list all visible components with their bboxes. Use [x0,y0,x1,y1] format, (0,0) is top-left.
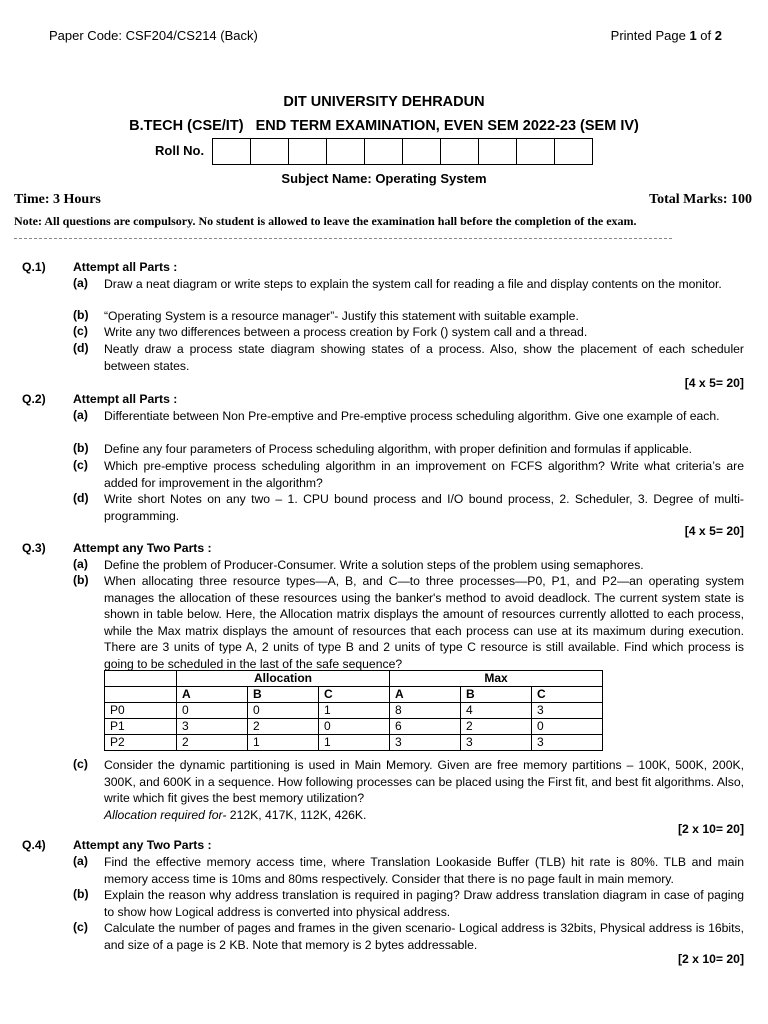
roll-number-boxes [212,138,593,165]
table-cell: 0 [248,703,319,719]
exam-time: Time: 3 Hours [14,192,101,207]
part-text: Differentiate between Non Pre-emptive and Pre-emptive process scheduling algorithm. Give one example of each. [104,409,720,423]
table-cell: 0 [319,719,390,735]
part-label: (b) [73,573,89,587]
table-cell: 3 [532,703,603,719]
roll-box [517,138,555,165]
table-group-header-row [105,671,603,687]
table-cell: 3 [532,735,603,751]
q4-marks: [2 x 10= 20] [677,952,744,966]
roll-box [213,138,251,165]
printed-page-prefix: Printed Page [610,28,690,43]
max-header: Max [390,671,603,687]
roll-number-row [0,138,768,165]
process-cell: P1 [105,719,177,735]
exam-note: Note: All questions are compulsory. No student is allowed to leave the examination hall before the completion of the exam. [14,214,637,228]
question-title: Attempt all Parts : [73,260,178,274]
part-label: (d) [73,341,89,355]
part-label: (c) [73,458,88,472]
roll-box [289,138,327,165]
q1-marks: [4 x 5= 20] [684,376,744,390]
part-label: (c) [73,324,88,338]
part-text: Calculate the number of pages and frames in the given scenario- Logical address is 32bits, Physical address is 16bits, and size of a page is 2 KB. Note that memory is 2 bytes addressable. [104,921,744,952]
table-col-header-row [105,687,603,703]
university-title: DIT UNIVERSITY DEHRADUN [283,94,485,110]
col-header: A [390,687,461,703]
subject-name: Subject Name: Operating System [281,171,487,186]
roll-label: Roll No. [155,143,205,158]
question-title: Attempt all Parts : [73,392,178,406]
table-cell: 3 [390,735,461,751]
roll-box [555,138,593,165]
printed-page-total: 2 [714,28,722,43]
part-text: Which pre-emptive process scheduling algorithm in an improvement on FCFS algorithm? Write what criteria’s are added for improvement in the algorithm? [104,459,744,490]
table-cell: 2 [461,719,532,735]
table-cell: 3 [461,735,532,751]
table-cell: 1 [248,735,319,751]
part-label: (a) [73,854,88,868]
table-cell: 2 [177,735,248,751]
part-text: Neatly draw a process state diagram showing states of a process. Also, show the placement of each scheduler between states. [104,342,744,373]
printed-page-num: 1 [689,28,697,43]
part-text: Explain the reason why address translation is required in paging? Draw address translation diagram in case of paging to show how Logical address is converted into physical address. [104,888,744,919]
divider-line [14,238,672,239]
roll-box [327,138,365,165]
part-text: Define any four parameters of Process scheduling algorithm, with proper definition and formulas if applicable. [104,442,693,456]
part-label: (a) [73,557,88,571]
exam-title: B.TECH (CSE/IT) END TERM EXAMINATION, EVEN SEM 2022-23 (SEM IV) [129,118,639,134]
process-cell: P2 [105,735,177,751]
table-row [105,735,603,751]
part-label: (c) [73,920,88,934]
col-header: C [319,687,390,703]
part-label: (b) [73,308,89,322]
question-title: Attempt any Two Parts : [73,838,212,852]
part-label: (a) [73,276,88,290]
part-text: “Operating System is a resource manager”- Justify this statement with suitable example. [104,309,579,323]
col-header: C [532,687,603,703]
question-title: Attempt any Two Parts : [73,541,212,555]
printed-page-mid: of [696,28,715,43]
table-corner [105,671,177,687]
table-blank [105,687,177,703]
part-label: (b) [73,887,89,901]
question-number: Q.4) [22,838,46,852]
allocation-required-label: Allocation required for- [104,807,227,822]
part-text: Consider the dynamic partitioning is used in Main Memory. Given are free memory partitions – 100K, 500K, 200K, 300K, and 600K in a sequence. How following processes can be placed using the First fit, and best fit algorithms. Also, write which fit gives the best memory utilization? [104,758,744,806]
roll-box [403,138,441,165]
question-number: Q.1) [22,260,46,274]
printed-page [611,28,722,43]
part-label: (d) [73,491,89,505]
process-cell: P0 [105,703,177,719]
col-header: A [177,687,248,703]
table-row [105,719,603,735]
bankers-table [104,670,603,751]
table-cell: 2 [248,719,319,735]
total-marks: Total Marks: 100 [649,192,752,207]
part-label: (c) [73,757,88,771]
roll-box [441,138,479,165]
table-cell: 1 [319,703,390,719]
q3-marks: [2 x 10= 20] [677,822,744,836]
part-text: Define the problem of Producer-Consumer. Write a solution steps of the problem using semaphores. [104,558,644,572]
table-cell: 0 [177,703,248,719]
part-label: (b) [73,441,89,455]
roll-box [251,138,289,165]
table-cell: 8 [390,703,461,719]
table-cell: 3 [177,719,248,735]
table-cell: 4 [461,703,532,719]
part-label: (a) [73,408,88,422]
allocation-required-values: 212K, 417K, 112K, 426K. [226,807,367,822]
part-text: When allocating three resource types—A, B, and C—to three processes—P0, P1, and P2—an operating system manages the allocation of these resources using the banker's method to avoid deadlock. The current system state is shown in table below. Here, the Allocation matrix displays the amount of resources currently allotted to each process, while the Max matrix displays the amount of resources that each process can use at its maximum during execution. There are 3 units of type A, 2 units of type B and 2 units of type C resource is still available. Find which process is going to be scheduled in the last of the safe sequence? [104,574,744,671]
col-header: B [248,687,319,703]
question-number: Q.3) [22,541,46,555]
table-cell: 0 [532,719,603,735]
part-text: Find the effective memory access time, where Translation Lookaside Buffer (TLB) hit rate is 80%. TLB and main memory access time is 10ms and 80ms respectively. Consider that there is no page fault in main memory. [104,855,744,886]
col-header: B [461,687,532,703]
question-number: Q.2) [22,392,46,406]
part-text-wrap [104,757,744,823]
q2-marks: [4 x 5= 20] [684,524,744,538]
paper-code: Paper Code: CSF204/CS214 (Back) [49,28,258,43]
roll-box [479,138,517,165]
table-cell: 6 [390,719,461,735]
roll-box [365,138,403,165]
allocation-header: Allocation [177,671,390,687]
table-row [105,703,603,719]
table-cell: 1 [319,735,390,751]
part-text: Write any two differences between a process creation by Fork () system call and a thread. [104,325,588,339]
part-text: Write short Notes on any two – 1. CPU bound process and I/O bound process, 2. Scheduler, 3. Degree of multi-programming. [104,492,744,523]
part-text: Draw a neat diagram or write steps to explain the system call for reading a file and display contents on the monitor. [104,277,722,291]
